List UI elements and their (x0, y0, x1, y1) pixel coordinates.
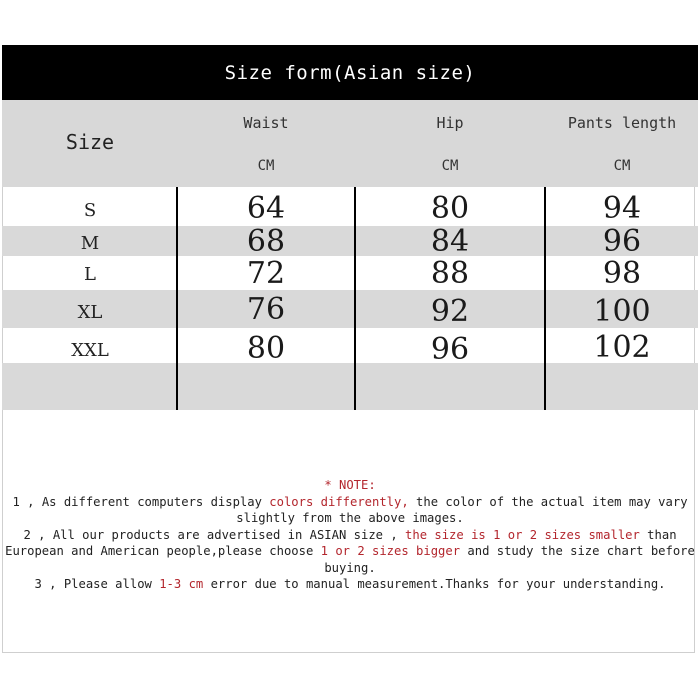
title-bar (2, 45, 698, 100)
notes-block (0, 477, 700, 593)
column-header-hip: Hip (436, 114, 464, 132)
column-divider (544, 187, 546, 410)
size-label: S (83, 200, 97, 221)
waist-value: 64 (246, 191, 286, 226)
note-2: 2 , All our products are advertised in ASIAN size , the size is 1 or 2 sizes smaller than European and American people,please choose 1 or 2 sizes bigger and study the size chart before buying. (5, 527, 695, 575)
note-highlight: the size is 1 or 2 sizes smaller (405, 527, 640, 542)
hip-value: 88 (430, 256, 470, 291)
size-label: XXL (71, 340, 109, 361)
waist-value: 80 (246, 331, 286, 366)
size-label: XL (77, 302, 103, 323)
note-highlight: colors differently, (269, 494, 409, 509)
note-highlight: 1 or 2 sizes bigger (320, 544, 461, 558)
column-header-pants-length: Pants length (567, 114, 677, 132)
column-unit-hip: CM (441, 158, 459, 174)
pants-length-value: 94 (602, 191, 642, 226)
size-label: L (84, 264, 96, 285)
note-3: 3 , Please allow 1-3 cm error due to manual measurement.Thanks for your understanding. (34, 577, 666, 591)
hip-value: 84 (430, 224, 470, 259)
hip-value: 80 (430, 191, 470, 226)
size-label: M (80, 233, 100, 254)
pants-length-value: 102 (593, 330, 651, 365)
hip-value: 92 (430, 294, 470, 329)
column-unit-pants-length: CM (613, 158, 631, 174)
column-divider (176, 187, 178, 410)
waist-value: 72 (246, 256, 286, 291)
note-1: 1 , As different computers display colors differently, the color of the actual item may vary slightly from the above images. (12, 494, 688, 525)
pants-length-value: 100 (593, 294, 651, 329)
hip-value: 96 (430, 332, 470, 367)
column-divider (354, 187, 356, 410)
page-title: Size form(Asian size) (224, 61, 476, 84)
pants-length-value: 98 (602, 256, 642, 291)
pants-length-value: 96 (602, 224, 642, 259)
note-highlight: 1-3 cm (159, 577, 204, 591)
column-unit-waist: CM (257, 158, 275, 174)
waist-value: 68 (246, 224, 286, 259)
table-row-stripe (2, 363, 698, 410)
size-header: Size (65, 130, 115, 154)
note-title: * NOTE: (324, 478, 376, 492)
column-header-waist: Waist (243, 114, 289, 132)
waist-value: 76 (246, 292, 286, 327)
